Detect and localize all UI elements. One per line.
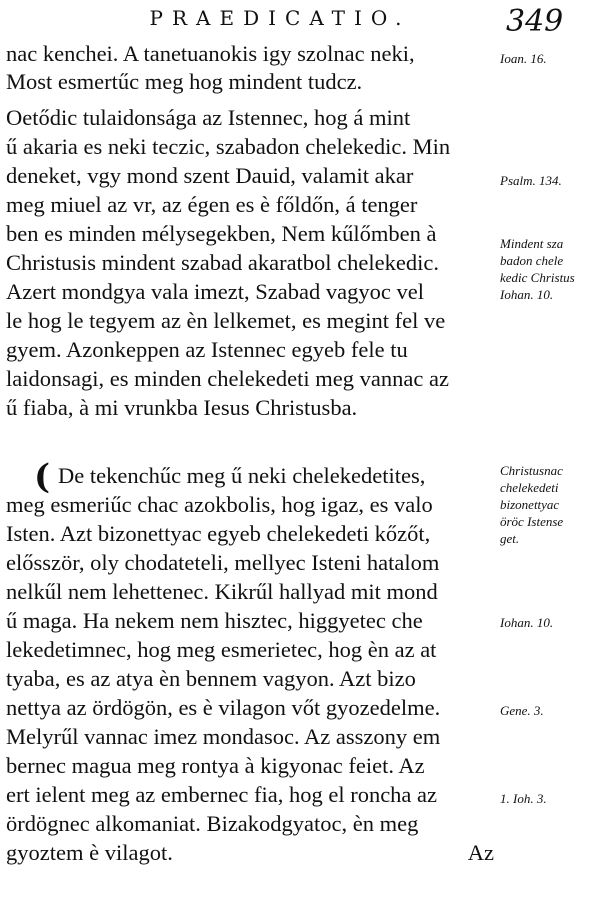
- text-line: bernec magua meg rontya à kigyonac feiet. Az: [6, 753, 425, 778]
- text-line: nelkűl nem lehettenec. Kikrűl hallyad mit mond: [6, 579, 438, 604]
- margin-note-line: get.: [500, 531, 520, 546]
- margin-note-line: Ioan. 16.: [500, 51, 547, 66]
- text-line: De tekenchűc meg ű neki chelekedetites,: [58, 463, 426, 488]
- text-line: laidonsagi, es minden chelekedeti meg vannac az: [6, 366, 449, 391]
- margin-note-line: Mindent sza: [500, 236, 564, 251]
- text-line: Isten. Azt bizonettyac egyeb chelekedeti kőzőt,: [6, 521, 431, 546]
- margin-note-line: bizonettyac: [500, 497, 560, 512]
- text-line: Melyrűl vannac imez mondasoc. Az asszony em: [6, 724, 441, 749]
- text-line: nettya az ördögön, es è vilagon vőt gyozedelme.: [6, 695, 441, 720]
- margin-note-line: Iohan. 10.: [500, 615, 554, 630]
- margin-note-line: kedic Christus: [500, 270, 575, 285]
- paragraph-mark: (: [34, 457, 51, 497]
- margin-note-line: Psalm. 134.: [500, 173, 562, 188]
- text-line: Most esmertűc meg hog mindent tudcz.: [6, 69, 363, 94]
- page-number: 349: [506, 4, 564, 39]
- margin-note-line: chelekedeti: [500, 480, 559, 495]
- margin-note: [500, 702, 600, 719]
- text-line: le hog le tegyem az èn lelkemet, es megint fel ve: [6, 308, 446, 333]
- text-line: ű maga. Ha nekem nem hisztec, higgyetec che: [6, 608, 423, 633]
- text-line: ert ielent meg az embernec fia, hog el roncha az: [6, 782, 438, 807]
- text-line: deneket, vgy mond szent Dauid, valamit akar: [6, 163, 414, 188]
- text-line: meg esmeriűc chac azokbolis, hog igaz, es valo: [6, 492, 433, 517]
- text-line: gyem. Azonkeppen az Istennec egyeb fele tu: [6, 337, 408, 362]
- text-line: ördögnec alkomaniat. Bizakodgyatoc, èn meg: [6, 811, 419, 836]
- text-line: Christusis mindent szabad akaratbol chelekedic.: [6, 250, 439, 275]
- margin-note: [500, 614, 600, 631]
- margin-note-line: Christusnac: [500, 463, 563, 478]
- text-line: Azert mondgya vala imezt, Szabad vagyoc vel: [6, 279, 424, 304]
- margin-note: [500, 790, 600, 807]
- text-line: gyoztem è vilagot.: [6, 840, 173, 865]
- text-line: elősször, oly chodateteli, mellyec Isteni hatalom: [6, 550, 440, 575]
- text-line: meg miuel az vr, az égen es è főldőn, á tenger: [6, 192, 418, 217]
- margin-note-line: öröc Istense: [500, 514, 564, 529]
- text-line: ben es minden mélysegekben, Nem kűlőmben à: [6, 221, 437, 246]
- text-line: ű fiaba, à mi vrunkba Iesus Christusba.: [6, 395, 358, 420]
- margin-note: [500, 172, 600, 189]
- text-line: ű akaria es neki teczic, szabadon chelekedic. Min: [6, 134, 451, 159]
- margin-note-line: badon chele: [500, 253, 564, 268]
- margin-note: [500, 235, 600, 303]
- margin-note: [500, 50, 600, 67]
- margin-note-line: Iohan. 10.: [500, 287, 554, 302]
- text-line: lekedetimnec, hog meg esmerietec, hog èn az at: [6, 637, 437, 662]
- text-line: nac kenchei. A tanetuanokis igy szolnac neki,: [6, 41, 415, 66]
- margin-note: [500, 462, 600, 547]
- running-title: PRAEDICATIO.: [149, 6, 411, 30]
- text-line: tyaba, es az atya èn bennem vagyon. Azt bizo: [6, 666, 416, 691]
- catchword: Az: [467, 840, 494, 865]
- text-line: Oetődic tulaidonsága az Istennec, hog á mint: [6, 105, 411, 130]
- margin-note-line: 1. Ioh. 3.: [500, 791, 547, 806]
- margin-note-line: Gene. 3.: [500, 703, 544, 718]
